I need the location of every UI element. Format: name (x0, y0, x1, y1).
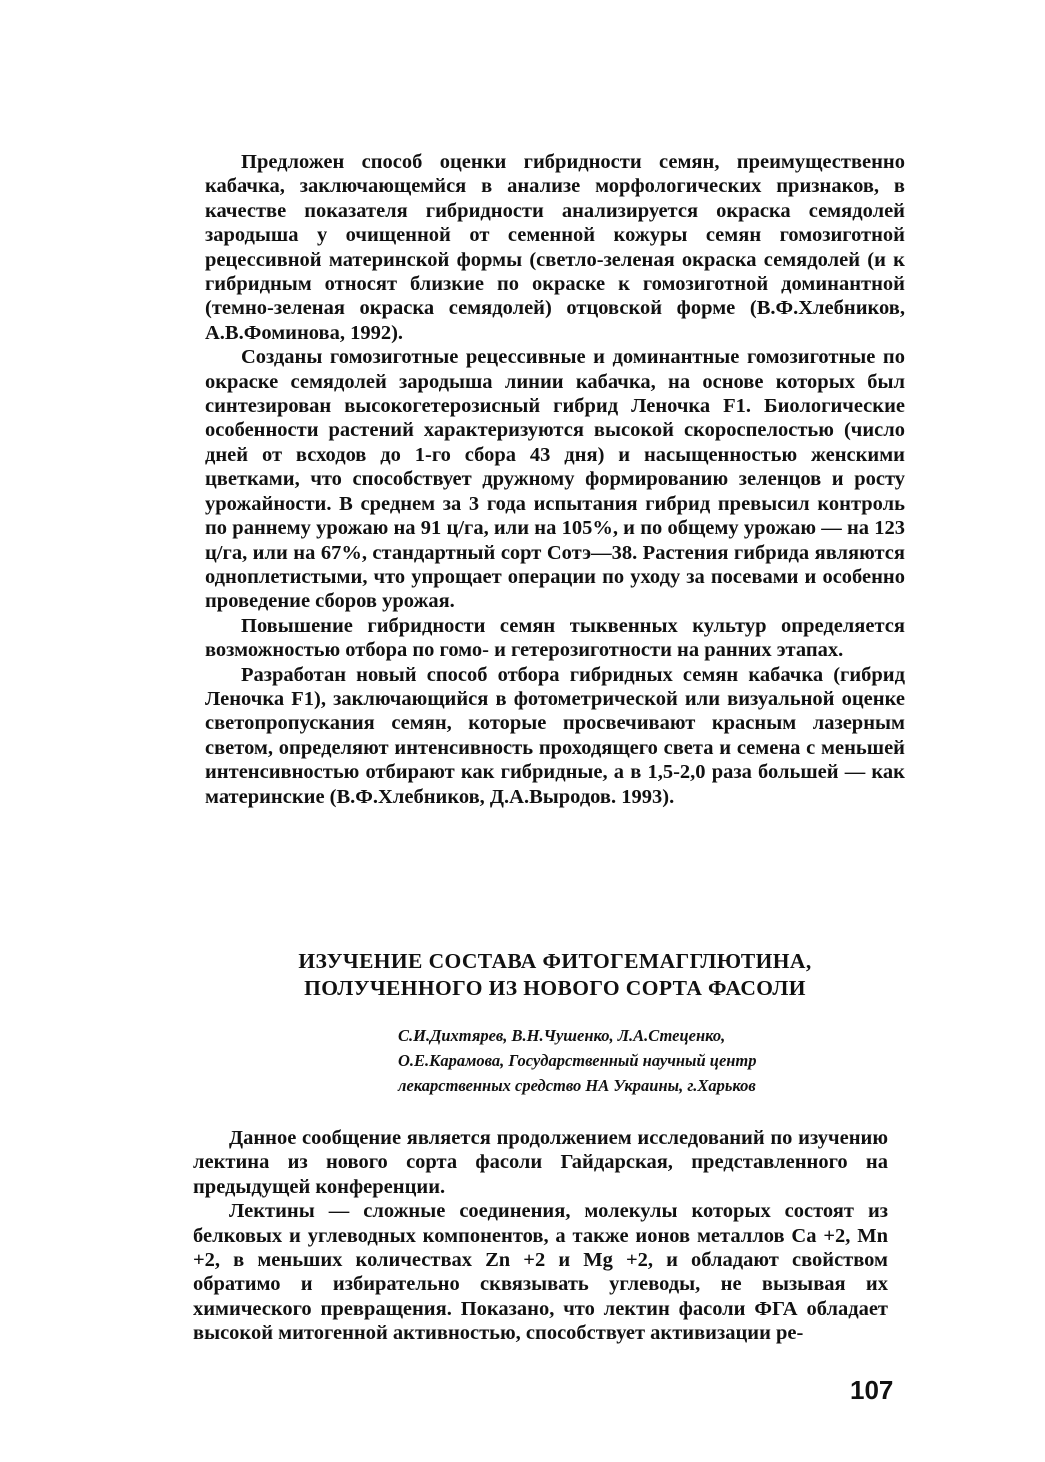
title-line: ИЗУЧЕНИЕ СОСТАВА ФИТОГЕМАГГЛЮТИНА, (298, 949, 812, 973)
paragraph: Данное сообщение является продолжением исследований по изучению лектина из нового сорта фасоли Гайдарская, представленного на предыдущей конференции. (193, 1127, 888, 1198)
paragraph: Созданы гомозиготные рецессивные и доминантные гомозиготные по окраске семядолей зародыша линии кабачка, на основе которых был синтезирован высокогетерозисный гибрид Леночка F1. Биологические особенности растений характеризуются высокой скороспелостью (число дней от всходов до 1-го сбора 43 дня) и насыщенностью женскими цветками, что способствует дружному формированию зеленцов и росту урожайности. В среднем за 3 года испытания гибрид превысил контроль по раннему урожаю на 91 ц/га, или на 105%, и по общему урожаю — на 123 ц/га, или на 67%, стандартный сорт Сотэ—38. Растения гибрида являются одноплетистыми, что упрощает операции по уходу за посевами и особенно проведение сборов урожая. (205, 346, 905, 613)
page-number: 107 (850, 1375, 894, 1405)
article-body (193, 1126, 888, 1346)
authors-line: лекарственных средство НА Украины, г.Харьков (398, 1076, 756, 1095)
hybrid-seeds-section (205, 150, 905, 809)
article-title (205, 948, 905, 1002)
paragraph: Лектины — сложные соединения, молекулы которых состоят из белковых и углеводных компонентов, а также ионов металлов Са +2, Mn +2, в меньших количествах Zn +2 и Mg +2, и обладают свойством обратимо и избирательно сквязывать углеводы, не вызывая их химического превращения. Показано, что лектин фасоли ФГА обладает высокой митогенной активностью, способствует активизации ре- (193, 1200, 888, 1345)
paragraph: Разработан новый способ отбора гибридных семян кабачка (гибрид Леночка F1), заключающийся в фотометрической или визуальной оценке светопропускания семян, которые просвечивают красным лазерным светом, определяют интенсивность проходящего света и семена с меньшей интенсивностью отбирают как гибридные, а в 1,5-2,0 раза большей — как материнские (В.Ф.Хлебников, Д.А.Выродов. 1993). (205, 663, 905, 808)
authors-line: О.Е.Карамова, Государственный научный центр (398, 1051, 757, 1070)
authors-line: С.И.Дихтярев, В.Н.Чушенко, Л.А.Стеценко, (398, 1026, 726, 1045)
paragraph: Предложен способ оценки гибридности семян, преимущественно кабачка, заключающемйся в анализе морфологических признаков, в качестве показателя гибридности анализируется окраска семядолей зародыша у очищенной от семенной кожуры семян гомозиготной рецессивной материнской формы (светло-зеленая окраска семядолей (и к гибридным относят близкие по окраске к гомозиготной доминантной (темно-зеленая окраска семядолей) отцовской форме (В.Ф.Хлебников, А.В.Фоминова, 1992). (205, 151, 905, 344)
article-authors (398, 1023, 898, 1098)
paragraph: Повышение гибридности семян тыквенных культур определяется возможностью отбора по гомо- и гетерозиготности на ранних этапах. (205, 614, 905, 662)
title-line: ПОЛУЧЕННОГО ИЗ НОВОГО СОРТА ФАСОЛИ (304, 976, 806, 1000)
